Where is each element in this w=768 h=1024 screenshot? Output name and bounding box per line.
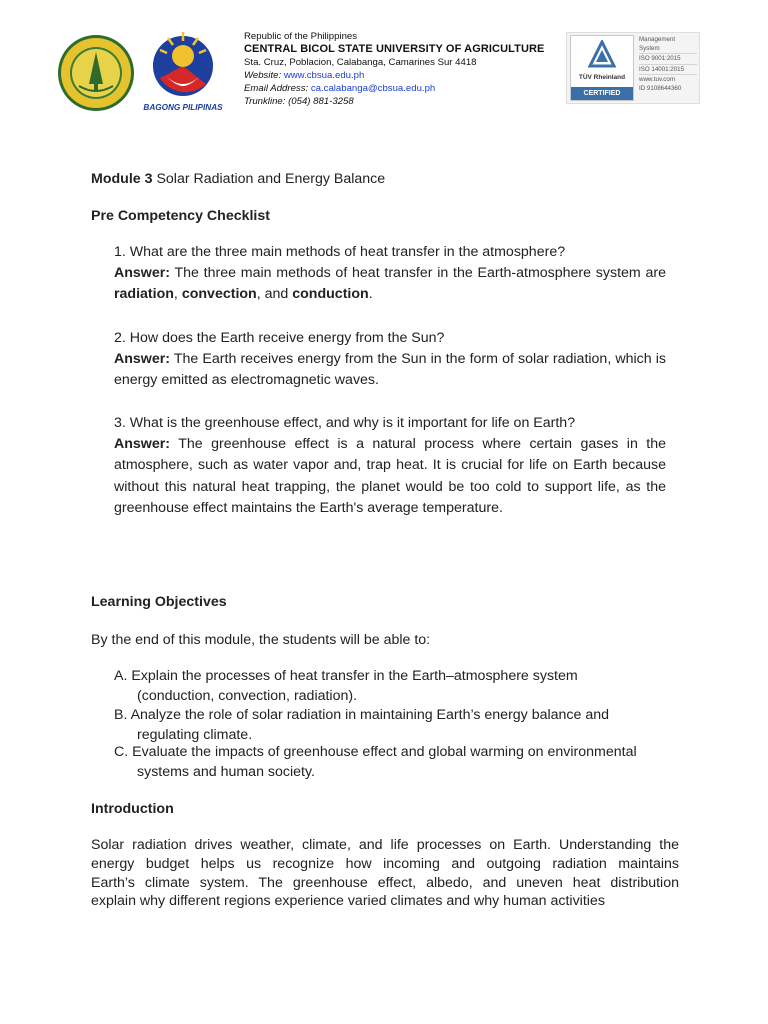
- certified-label: CERTIFIED: [571, 87, 633, 100]
- objective-line: regulating climate.: [137, 726, 253, 743]
- answer-3: [114, 434, 666, 520]
- cert-details: [639, 35, 697, 93]
- answer-label: Answer:: [114, 351, 170, 367]
- intro-line: energy budget helps us recognize how incoming and outgoing radiation maintains: [91, 855, 679, 872]
- bagong-pilipinas-logo: [140, 26, 226, 114]
- term-radiation: radiation: [114, 286, 174, 303]
- objective-line: systems and human society.: [137, 763, 315, 780]
- checklist-heading: Pre Competency Checklist: [91, 208, 270, 224]
- objective-item: [114, 706, 609, 745]
- cert-line: System: [639, 44, 697, 54]
- module-label: Module 3: [91, 171, 153, 187]
- intro-line: Solar radiation drives weather, climate, and life processes on Earth. Understanding the: [91, 837, 679, 853]
- introduction-paragraph: [91, 836, 679, 911]
- module-name: Solar Radiation and Energy Balance: [156, 171, 386, 187]
- answer-1: [114, 263, 666, 306]
- answer-2-text: The Earth receives energy from the Sun in the form of solar radiation, which is energy emitted as electromagnetic waves.: [114, 351, 667, 389]
- iso-certification-badge: [566, 32, 700, 104]
- website-link[interactable]: www.cbsua.edu.ph: [283, 70, 365, 81]
- objective-line: A. Explain the processes of heat transfer in the Earth–atmosphere system: [114, 668, 578, 684]
- intro-line: Earth’s climate system. The greenhouse effect, albedo, and uneven heat distribution: [91, 874, 679, 891]
- bagong-pilipinas-text: BAGONG PILIPINAS: [143, 103, 223, 112]
- question-2: 2. How does the Earth receive energy from the Sun?: [114, 330, 445, 346]
- cert-line: Management: [639, 36, 676, 43]
- answer-label: Answer:: [114, 265, 170, 281]
- objective-line: C. Evaluate the impacts of greenhouse effect and global warming on environmental: [114, 744, 637, 760]
- term-conduction: conduction: [292, 286, 369, 303]
- term-end: .: [368, 286, 373, 303]
- objective-item: [114, 667, 578, 706]
- intro-line: explain why different regions experience varied climates and why human activities: [91, 893, 605, 910]
- term-separator: , and: [256, 286, 289, 303]
- website-label: Website:: [244, 70, 282, 81]
- answer-2: [114, 349, 666, 392]
- question-3: 3. What is the greenhouse effect, and why is it important for life on Earth?: [114, 415, 576, 431]
- cert-line: www.tuv.com: [639, 75, 675, 83]
- answer-label: Answer:: [114, 436, 170, 452]
- objectives-heading: Learning Objectives: [91, 594, 227, 610]
- republic-line: Republic of the Philippines: [244, 31, 358, 42]
- answer-3-text: The greenhouse effect is a natural process where certain gases in the atmosphere, such as water vapor and, trap heat. It is crucial for life on Earth because without this natural heat trapping, the planet would be too cold to support life, as the greenhouse effect maintains the Earth's average temperature.: [114, 436, 667, 517]
- email-link[interactable]: ca.calabanga@cbsua.edu.ph: [310, 83, 436, 94]
- address-line: Sta. Cruz, Poblacion, Calabanga, Camarines Sur 4418: [244, 57, 477, 68]
- question-1: 1. What are the three main methods of heat transfer in the atmosphere?: [114, 244, 566, 260]
- tuv-triangle-icon: [588, 40, 616, 70]
- introduction-heading: Introduction: [91, 801, 174, 817]
- institution-header: [244, 30, 545, 108]
- cert-line: ISO 9001:2015: [639, 54, 697, 64]
- tuv-badge: [570, 35, 634, 101]
- website-line: [244, 69, 545, 82]
- objective-line: (conduction, convection, radiation).: [137, 687, 358, 704]
- objective-item: [114, 743, 637, 782]
- term-separator: ,: [173, 286, 178, 303]
- cert-line: ISO 14001:2015: [639, 65, 697, 75]
- objective-line: B. Analyze the role of solar radiation in maintaining Earth’s energy balance and: [114, 707, 610, 723]
- tuv-brand: TÜV Rheinland: [578, 74, 626, 81]
- answer-1-text: The three main methods of heat transfer in the Earth-atmosphere system are: [174, 265, 666, 281]
- email-line: [244, 82, 545, 95]
- module-title: [91, 169, 385, 190]
- email-label: Email Address:: [244, 83, 309, 94]
- trunkline-line: Trunkline: (054) 881-3258: [244, 96, 354, 107]
- university-name: CENTRAL BICOL STATE UNIVERSITY OF AGRICULTURE: [244, 43, 545, 55]
- cbsua-seal-logo: [57, 34, 135, 112]
- cert-line: ID 9108644360: [639, 85, 682, 93]
- term-convection: convection: [181, 286, 257, 303]
- objectives-intro: By the end of this module, the students will be able to:: [91, 632, 431, 648]
